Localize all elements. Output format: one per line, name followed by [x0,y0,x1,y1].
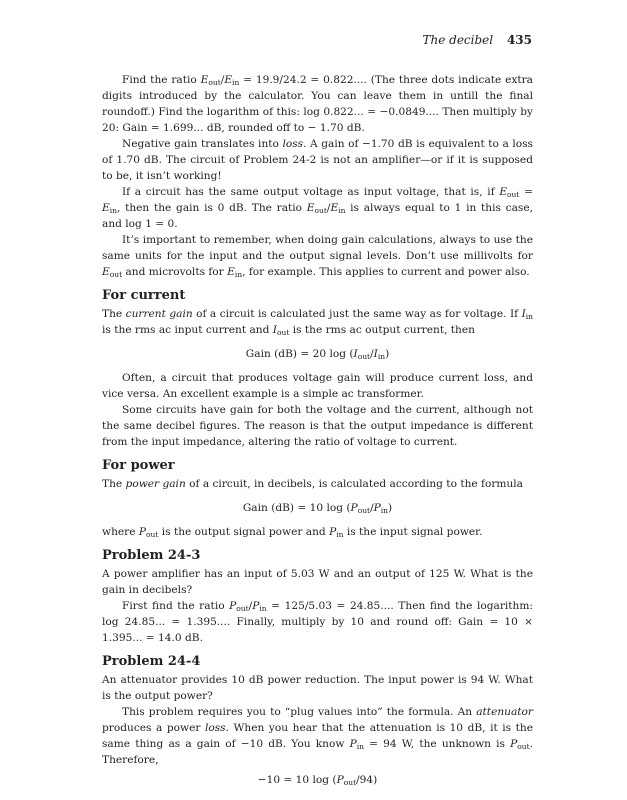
running-header [422,33,532,47]
paragraph-impedance: Some circuits have gain for both the voltage and the current, although not the same decibel figures. The reason is that the output impedance is different from the input impedance, altering the ratio of voltage to current. [102,404,533,448]
equation-attenuator: −10 = 10 $\log (P_{out}/94)$ [257,774,378,787]
page-number: 435 [506,33,532,47]
heading-problem-24-4: Problem 24-4 [102,654,201,669]
heading-problem-24-3: Problem 24-3 [102,548,201,563]
paragraph-ratio-calculation: Find the ratio $E_{out}/E_{in} = 19.9/24.2 = 0.822$.... (The three dots indicate extra digits introduced by the calculator. You can leave them in untill the final roundoff.) Find the logarithm of this: log 0.822... = −0.0849.... Then multiply by 20: Gain = 1.699... dB, rounded off to − 1.70 dB. [102,74,534,134]
chapter-title: The decibel [422,33,494,47]
paragraph-transformer: Often, a circuit that produces voltage gain will produce current loss, and vice versa. An excellent example is a simple ac transformer. [102,372,533,400]
paragraph-power-gain: The power gain of a circuit, in decibels, is calculated according to the formula [102,478,523,490]
paragraph-units: It’s important to remember, when doing gain calculations, always to use the same units for the input and the output signal levels. Don’t use millivolts for $E_{out}$ and microvolts for $E_{in}$, for example. This applies to current and power also. [102,234,533,279]
paragraph-zero-gain: If a circuit has the same output voltage as input voltage, that is, if $E_{out} = E_{in}$, then the gain is 0 dB. The ratio $E_{out}/E_{in}$ is always equal to 1 in this case, and log 1 = 0. [102,186,533,230]
heading-for-power: For power [102,458,175,473]
equation-power-gain: Gain (dB) = 10 $\log (P_{out}/P_{in})$ [242,502,393,515]
paragraph-power-definitions: where $P_{out}$ is the output signal power and $P_{in}$ is the input signal power. [102,526,483,539]
equation-current-gain: Gain (dB) = 20 $\log (I_{out}/I_{in})$ [245,348,390,361]
paragraph-problem-24-3-question: A power amplifier has an input of 5.03 W and an output of 125 W. What is the gain in decibels? [102,568,533,596]
paragraph-current-gain: The current gain of a circuit is calculated just the same way as for voltage. If $I_{in}$ is the rms ac input current and $I_{out}$ is the rms ac output current, then [102,308,533,337]
paragraph-problem-24-4-question: An attenuator provides 10 dB power reduction. The input power is 94 W. What is the output power? [102,674,533,702]
paragraph-problem-24-3-solution: First find the ratio $P_{out}/P_{in} = 125/5.03 = 24.85$.... Then find the logarithm: log 24.85... = 1.395.... Finally, multiply by 10 and round off: Gain = 10 × 1.395... = 14.0 dB. [102,600,533,644]
paragraph-problem-24-4-solution: This problem requires you to “plug values into” the formula. An attenuator produces a power loss. When you hear that the attenuation is 10 dB, it is the same thing as a gain of −10 dB. You know $P_{in} = 94$ W, the unknown is $P_{out}$. Therefore, [102,706,533,766]
paragraph-negative-gain: Negative gain translates into loss. A gain of −1.70 dB is equivalent to a loss of 1.70 dB. The circuit of Problem 24-2 is not an amplifier—or if it is supposed to be, it isn’t working! [102,138,533,182]
heading-for-current: For current [102,288,186,303]
page-body [102,72,533,796]
